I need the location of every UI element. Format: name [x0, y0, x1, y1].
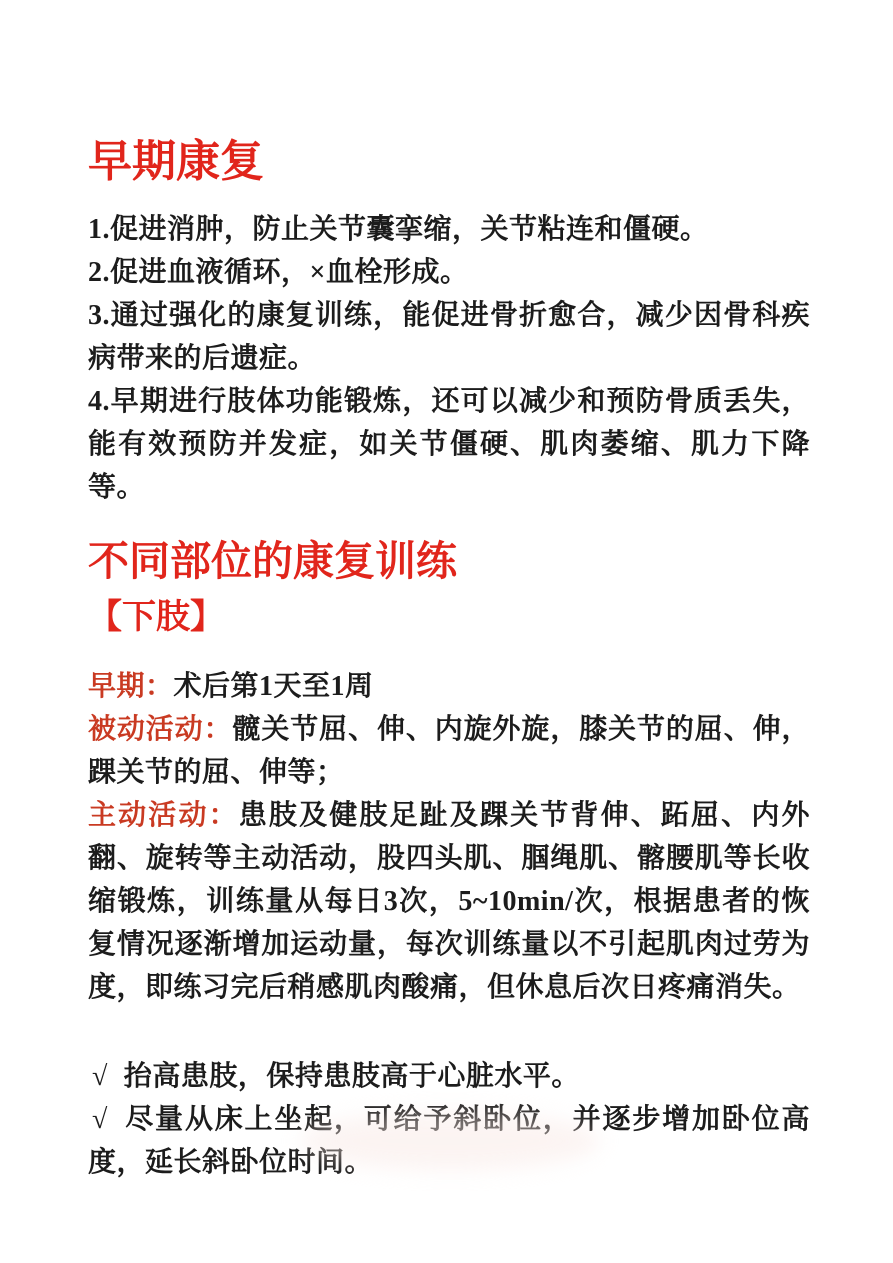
- check-mark-icon: √: [92, 1061, 108, 1093]
- entry-early-stage: [88, 665, 810, 708]
- tip-item-2: [88, 1098, 810, 1184]
- list-item-3: 3.通过强化的康复训练，能促进骨折愈合，减少因骨科疾病带来的后遗症。: [88, 300, 810, 375]
- list-item-1: 1.促进消肿，防止关节囊挛缩，关节粘连和僵硬。: [88, 214, 709, 246]
- entry-text: 髋关节屈、伸、内旋外旋，膝关节的屈、伸，踝关节的屈、伸等；: [88, 714, 810, 789]
- list-item-2: 2.促进血液循环，×血栓形成。: [88, 257, 469, 289]
- list-item-4: 4.早期进行肢体功能锻炼，还可以减少和预防骨质丢失，能有效预防并发症，如关节僵硬、肌肉萎缩、肌力下降等。: [88, 386, 810, 504]
- entry-label: 早期：: [88, 671, 174, 703]
- section-title-body-parts: 不同部位的康复训练: [88, 538, 457, 585]
- entry-label: 主动活动：: [88, 800, 239, 832]
- entry-text: 患肢及健肢足趾及踝关节背伸、跖屈、内外翻、旋转等主动活动，股四头肌、腘绳肌、髂腰肌等长收缩锻炼，训练量从每日3次，5~10min/次，根据患者的恢复情况逐渐增加运动量，每次训练量以不引起肌肉过劳为度，即练习完后稍感肌肉酸痛，但休息后次日疼痛消失。: [88, 800, 810, 1004]
- entry-passive-activity: [88, 708, 810, 794]
- subsection-lower-limb: 【下肢】: [88, 599, 224, 637]
- tip-item-1: [88, 1055, 810, 1098]
- tip-text: 尽量从床上坐起，可给予斜卧位，并逐步增加卧位高度，延长斜卧位时间。: [88, 1104, 810, 1179]
- entry-active-activity: [88, 794, 810, 1009]
- tip-text: 抬高患肢，保持患肢高于心脏水平。: [123, 1061, 580, 1093]
- tips-list: [88, 1055, 810, 1184]
- check-mark-icon: √: [92, 1104, 108, 1136]
- entry-text: 术后第1天至1周: [173, 671, 374, 703]
- entry-label: 被动活动：: [88, 714, 233, 746]
- section-title-early-rehab: 早期康复: [88, 137, 264, 186]
